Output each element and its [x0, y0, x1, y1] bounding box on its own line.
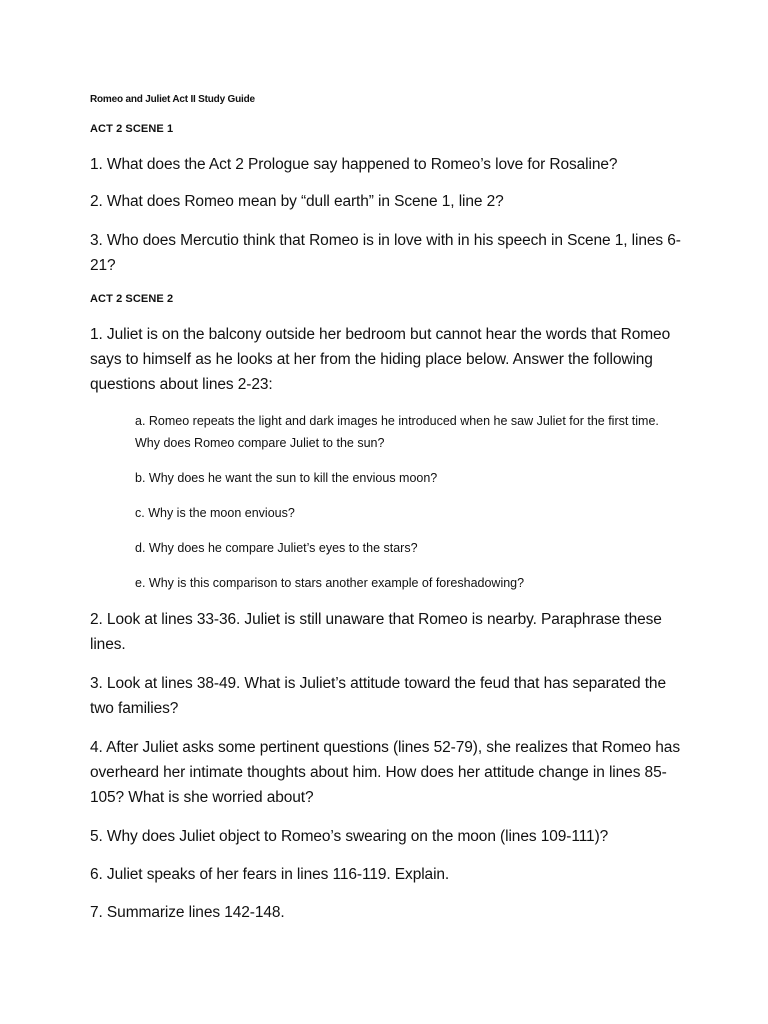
scene2-sub-question-d: d. Why does he compare Juliet’s eyes to the stars?: [135, 541, 418, 555]
scene2-question-5: 5. Why does Juliet object to Romeo’s swearing on the moon (lines 109-111)?: [90, 828, 609, 845]
scene2-sub-question-a: a. Romeo repeats the light and dark images he introduced when he saw Juliet for the first time. Why does Romeo compare Juliet to the sun?: [135, 414, 659, 450]
scene2-question-1: 1. Juliet is on the balcony outside her bedroom but cannot hear the words that Romeo says to himself as he looks at her from the hiding place below. Answer the following questions about lines 2-23:: [90, 326, 671, 393]
scene1-question-2: 2. What does Romeo mean by “dull earth” in Scene 1, line 2?: [90, 193, 504, 210]
scene1-question-3: 3. Who does Mercutio think that Romeo is in love with in his speech in Scene 1, lines 6-21?: [90, 232, 681, 274]
scene2-question-6: 6. Juliet speaks of her fears in lines 116-119. Explain.: [90, 866, 450, 883]
scene2-question-7: 7. Summarize lines 142-148.: [90, 904, 285, 921]
scene1-question-1: 1. What does the Act 2 Prologue say happened to Romeo’s love for Rosaline?: [90, 156, 618, 173]
scene2-question-3: 3. Look at lines 38-49. What is Juliet’s attitude toward the feud that has separated the two families?: [90, 675, 666, 717]
section-heading-scene-1: ACT 2 SCENE 1: [90, 123, 174, 135]
section-heading-scene-2: ACT 2 SCENE 2: [90, 293, 174, 305]
scene2-sub-question-b: b. Why does he want the sun to kill the envious moon?: [135, 471, 438, 485]
scene2-sub-question-c: c. Why is the moon envious?: [135, 506, 295, 520]
document-title: Romeo and Juliet Act II Study Guide: [90, 94, 255, 105]
scene2-sub-question-e: e. Why is this comparison to stars another example of foreshadowing?: [135, 576, 525, 590]
scene2-question-2: 2. Look at lines 33-36. Juliet is still unaware that Romeo is nearby. Paraphrase these lines.: [90, 611, 662, 653]
scene2-question-4: 4. After Juliet asks some pertinent questions (lines 52-79), she realizes that Romeo has overheard her intimate thoughts about him. How does her attitude change in lines 85-105? What is she worried about?: [90, 739, 680, 806]
